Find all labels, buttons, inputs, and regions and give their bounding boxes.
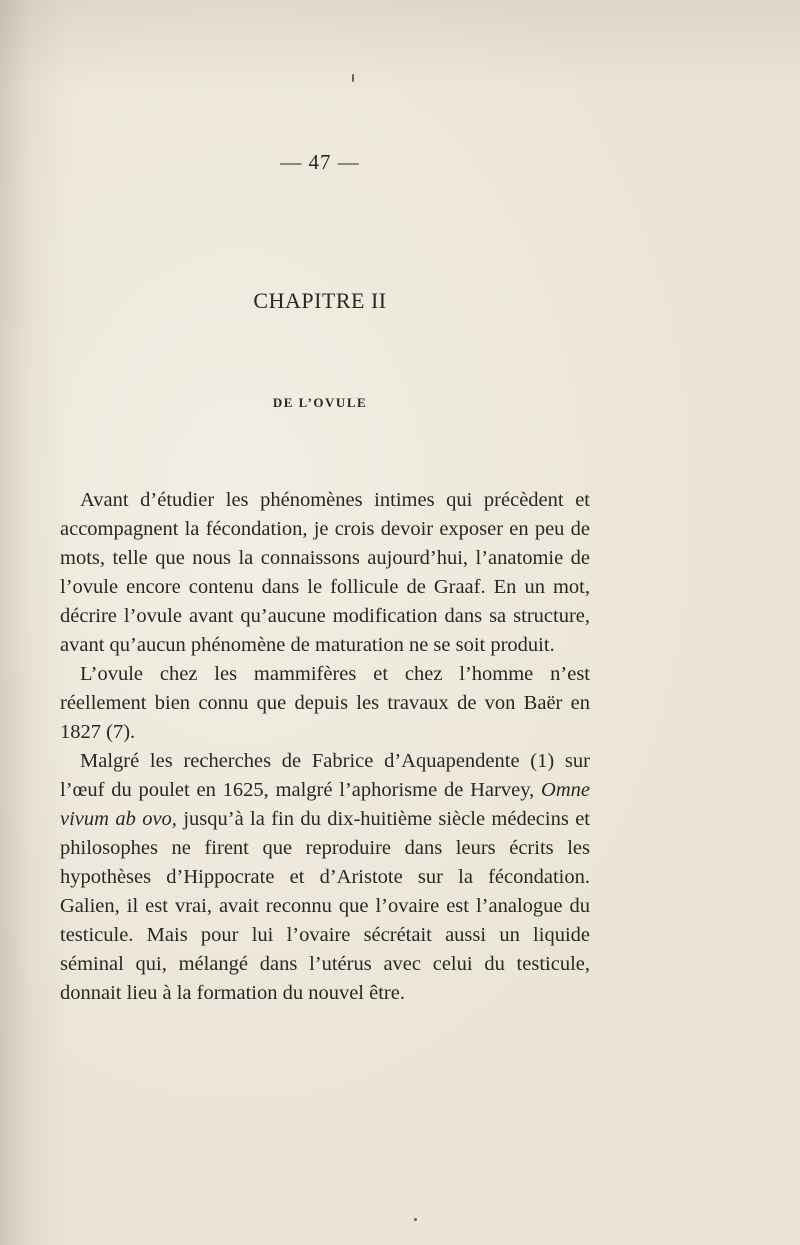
paragraph-text: L’ovule chez les mammifères et chez l’homme n’est réellement bien connu que depuis les travaux de von Baër en 1827 (7). — [60, 663, 590, 743]
paragraph — [60, 660, 590, 747]
page-number: — 47 — — [280, 150, 360, 174]
body-text — [60, 486, 590, 1008]
paragraph — [60, 747, 590, 1008]
section-title: DE L’OVULE — [272, 395, 368, 410]
chapter-title: CHAPITRE II — [253, 288, 387, 313]
paragraph-text: Malgré les recherches de Fabrice d’Aquapendente (1) sur l’œuf du poulet en 1625, malgré l’aphorisme de Harvey, — [60, 750, 590, 801]
ink-speck — [414, 1218, 417, 1221]
ink-speck — [352, 74, 354, 82]
paragraph-text: Avant d’étudier les phénomènes intimes qui précèdent et accompagnent la fécondation, je crois devoir exposer en peu de mots, telle que nous la connaissons aujourd’hui, l’anatomie de l’ovule encore contenu dans le follicule de Graaf. En un mot, décrire l’ovule avant qu’aucune modification dans sa structure, avant qu’aucun phénomène de maturation ne se soit produit. — [60, 489, 590, 656]
paragraph-text: jusqu’à la fin du dix-huitième siècle médecins et philosophes ne firent que reproduire dans leurs écrits les hypothèses d’Hippocrate et d’Aristote sur la fécondation. Galien, il est vrai, avait reconnu que l’ovaire est l’analogue du testicule. Mais pour lui l’ovaire sécrétait aussi un liquide séminal qui, mélangé dans l’utérus avec celui du testicule, donnait lieu à la formation du nouvel être. — [60, 808, 591, 1004]
latin-quote: Omne vivum ab ovo, — [60, 779, 590, 830]
paragraph — [60, 486, 590, 660]
